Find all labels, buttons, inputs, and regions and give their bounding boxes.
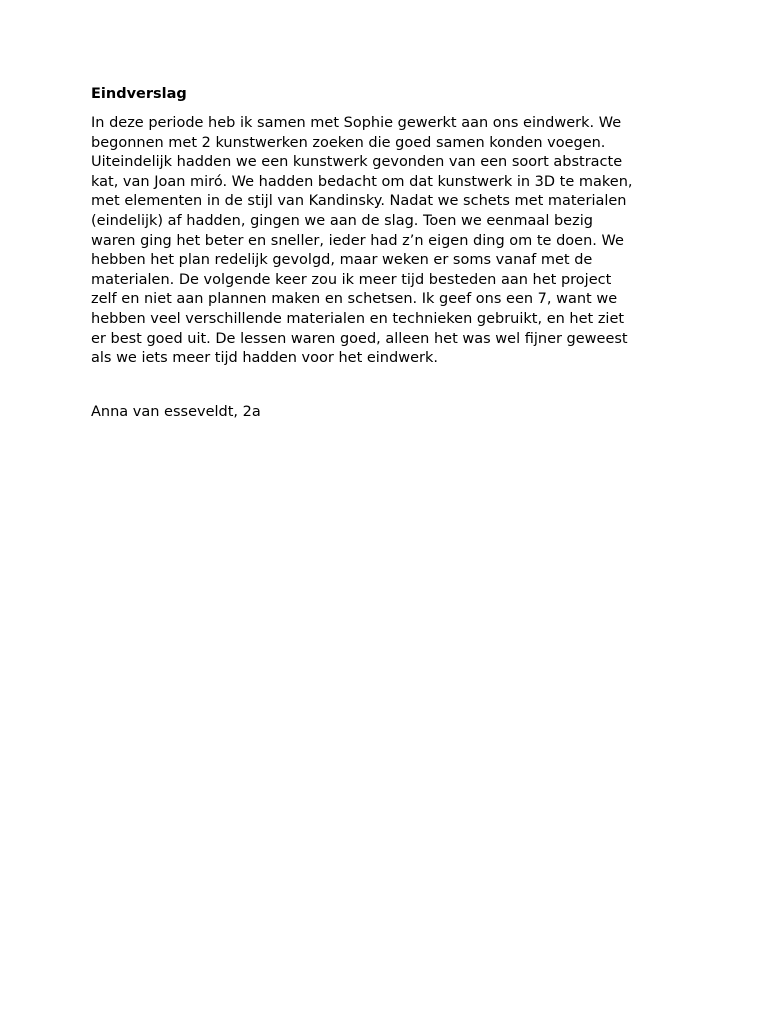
paragraph-line: Uiteindelijk hadden we een kunstwerk gevonden van een soort abstracte bbox=[91, 154, 623, 171]
paragraph-line: begonnen met 2 kunstwerken zoeken die goed samen konden voegen. bbox=[91, 134, 606, 151]
paragraph-line: hebben veel verschillende materialen en technieken gebruikt, en het ziet bbox=[91, 310, 625, 327]
paragraph-line: zelf en niet aan plannen maken en schetsen. Ik geef ons een 7, want we bbox=[91, 291, 618, 308]
paragraph-line: In deze periode heb ik samen met Sophie gewerkt aan ons eindwerk. We bbox=[91, 115, 622, 131]
paragraph-line: kat, van Joan miró. We hadden bedacht om dat kunstwerk in 3D te maken, bbox=[91, 173, 633, 190]
paragraph-line: met elementen in de stijl van Kandinsky. Nadat we schets met materialen bbox=[91, 193, 627, 210]
report-paragraph bbox=[91, 114, 681, 369]
paragraph-line: waren ging het beter en sneller, ieder had z’n eigen ding om te doen. We bbox=[91, 232, 624, 249]
paragraph-line: materialen. De volgende keer zou ik meer tijd besteden aan het project bbox=[91, 271, 612, 288]
paragraph-line: hebben het plan redelijk gevolgd, maar weken er soms vanaf met de bbox=[91, 252, 593, 269]
paragraph-line: (eindelijk) af hadden, gingen we aan de slag. Toen we eenmaal bezig bbox=[91, 212, 593, 229]
document-title: Eindverslag bbox=[91, 86, 187, 102]
author-signature: Anna van esseveldt, 2a bbox=[91, 403, 261, 420]
document-content bbox=[91, 84, 681, 422]
paragraph-line: als we iets meer tijd hadden voor het eindwerk. bbox=[91, 350, 438, 367]
paragraph-line: er best goed uit. De lessen waren goed, alleen het was wel fijner geweest bbox=[91, 330, 628, 347]
